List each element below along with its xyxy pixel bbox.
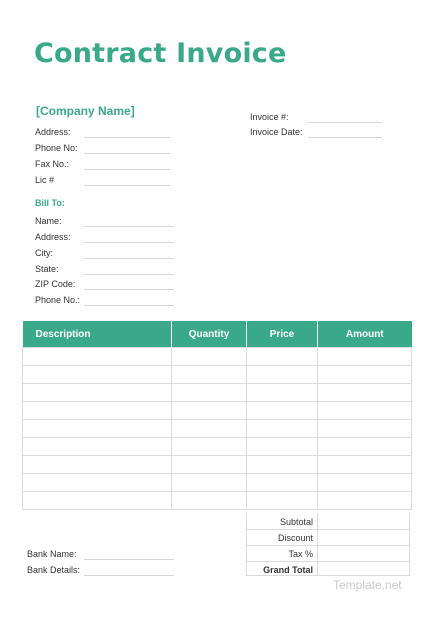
totals-row-line <box>246 545 410 546</box>
table-header-row <box>23 321 412 348</box>
bill-to-zip-label: ZIP Code: <box>35 279 76 289</box>
bank-details-label: Bank Details: <box>27 565 81 575</box>
amount-cell[interactable] <box>318 456 412 474</box>
bill-to-heading: Bill To: <box>35 198 65 208</box>
header-price: Price <box>247 321 318 348</box>
invoice-date-label: Invoice Date: <box>250 127 303 137</box>
bank-name-label: Bank Name: <box>27 549 77 559</box>
bill-to-address-line[interactable] <box>84 242 174 243</box>
invoice-date-line[interactable] <box>308 137 382 138</box>
company-name: [Company Name] <box>36 104 135 118</box>
description-cell[interactable] <box>23 438 172 456</box>
table-row <box>23 492 412 510</box>
bill-to-state-line[interactable] <box>84 274 174 275</box>
discount-value[interactable] <box>326 533 406 543</box>
invoice-number-line[interactable] <box>308 122 382 123</box>
company-lic-label: Lic # <box>35 175 55 185</box>
bill-to-zip-line[interactable] <box>84 289 174 290</box>
company-phone-line[interactable] <box>84 153 170 154</box>
description-cell[interactable] <box>23 420 172 438</box>
company-address-label: Address: <box>35 127 71 137</box>
quantity-cell[interactable] <box>172 384 247 402</box>
company-phone-label: Phone No: <box>35 143 78 153</box>
price-cell[interactable] <box>247 402 318 420</box>
price-cell[interactable] <box>247 420 318 438</box>
bank-name-line[interactable] <box>84 559 174 560</box>
price-cell[interactable] <box>247 492 318 510</box>
price-cell[interactable] <box>247 384 318 402</box>
bill-to-state-label: State: <box>35 264 59 274</box>
company-fax-label: Fax No.: <box>35 159 70 169</box>
price-cell[interactable] <box>247 348 318 366</box>
company-fax-line[interactable] <box>84 169 170 170</box>
quantity-cell[interactable] <box>172 348 247 366</box>
description-cell[interactable] <box>23 492 172 510</box>
tax-label: Tax % <box>288 549 313 559</box>
price-cell[interactable] <box>247 474 318 492</box>
amount-cell[interactable] <box>318 492 412 510</box>
description-cell[interactable] <box>23 474 172 492</box>
bill-to-name-line[interactable] <box>84 226 174 227</box>
invoice-title: Contract Invoice <box>34 38 287 69</box>
quantity-cell[interactable] <box>172 420 247 438</box>
description-cell[interactable] <box>23 366 172 384</box>
subtotal-label: Subtotal <box>279 517 313 527</box>
discount-label: Discount <box>277 533 313 543</box>
grand-total-label: Grand Total <box>263 565 313 575</box>
description-cell[interactable] <box>23 348 172 366</box>
quantity-cell[interactable] <box>172 456 247 474</box>
amount-cell[interactable] <box>318 402 412 420</box>
table-row <box>23 420 412 438</box>
header-amount: Amount <box>318 321 412 348</box>
quantity-cell[interactable] <box>172 474 247 492</box>
amount-cell[interactable] <box>318 348 412 366</box>
bill-to-city-line[interactable] <box>84 258 174 259</box>
table-row <box>23 474 412 492</box>
bill-to-address-label: Address: <box>35 232 71 242</box>
company-lic-line[interactable] <box>84 185 170 186</box>
amount-cell[interactable] <box>318 420 412 438</box>
quantity-cell[interactable] <box>172 402 247 420</box>
invoice-number-label: Invoice #: <box>250 112 289 122</box>
table-row <box>23 366 412 384</box>
amount-cell[interactable] <box>318 366 412 384</box>
quantity-cell[interactable] <box>172 492 247 510</box>
header-quantity: Quantity <box>172 321 247 348</box>
tax-value[interactable] <box>326 549 406 559</box>
table-body <box>23 348 412 510</box>
table-row <box>23 456 412 474</box>
price-cell[interactable] <box>247 438 318 456</box>
company-address-line[interactable] <box>84 137 170 138</box>
bill-to-city-label: City: <box>35 248 53 258</box>
table-row <box>23 402 412 420</box>
price-cell[interactable] <box>247 366 318 384</box>
amount-cell[interactable] <box>318 438 412 456</box>
bill-to-name-label: Name: <box>35 216 62 226</box>
watermark: Template.net <box>333 578 402 592</box>
totals-row-line <box>246 529 410 530</box>
grand-total-value[interactable] <box>326 565 406 575</box>
table-row <box>23 348 412 366</box>
amount-cell[interactable] <box>318 384 412 402</box>
bill-to-phone-label: Phone No.: <box>35 295 81 305</box>
header-description: Description <box>23 321 172 348</box>
description-cell[interactable] <box>23 402 172 420</box>
line-items-table <box>22 321 412 510</box>
quantity-cell[interactable] <box>172 438 247 456</box>
quantity-cell[interactable] <box>172 366 247 384</box>
bill-to-phone-line[interactable] <box>84 305 174 306</box>
table-row <box>23 384 412 402</box>
totals-row-line <box>246 561 410 562</box>
amount-cell[interactable] <box>318 474 412 492</box>
bank-details-line[interactable] <box>84 575 174 576</box>
description-cell[interactable] <box>23 456 172 474</box>
table-row <box>23 438 412 456</box>
subtotal-value[interactable] <box>326 517 406 527</box>
price-cell[interactable] <box>247 456 318 474</box>
description-cell[interactable] <box>23 384 172 402</box>
